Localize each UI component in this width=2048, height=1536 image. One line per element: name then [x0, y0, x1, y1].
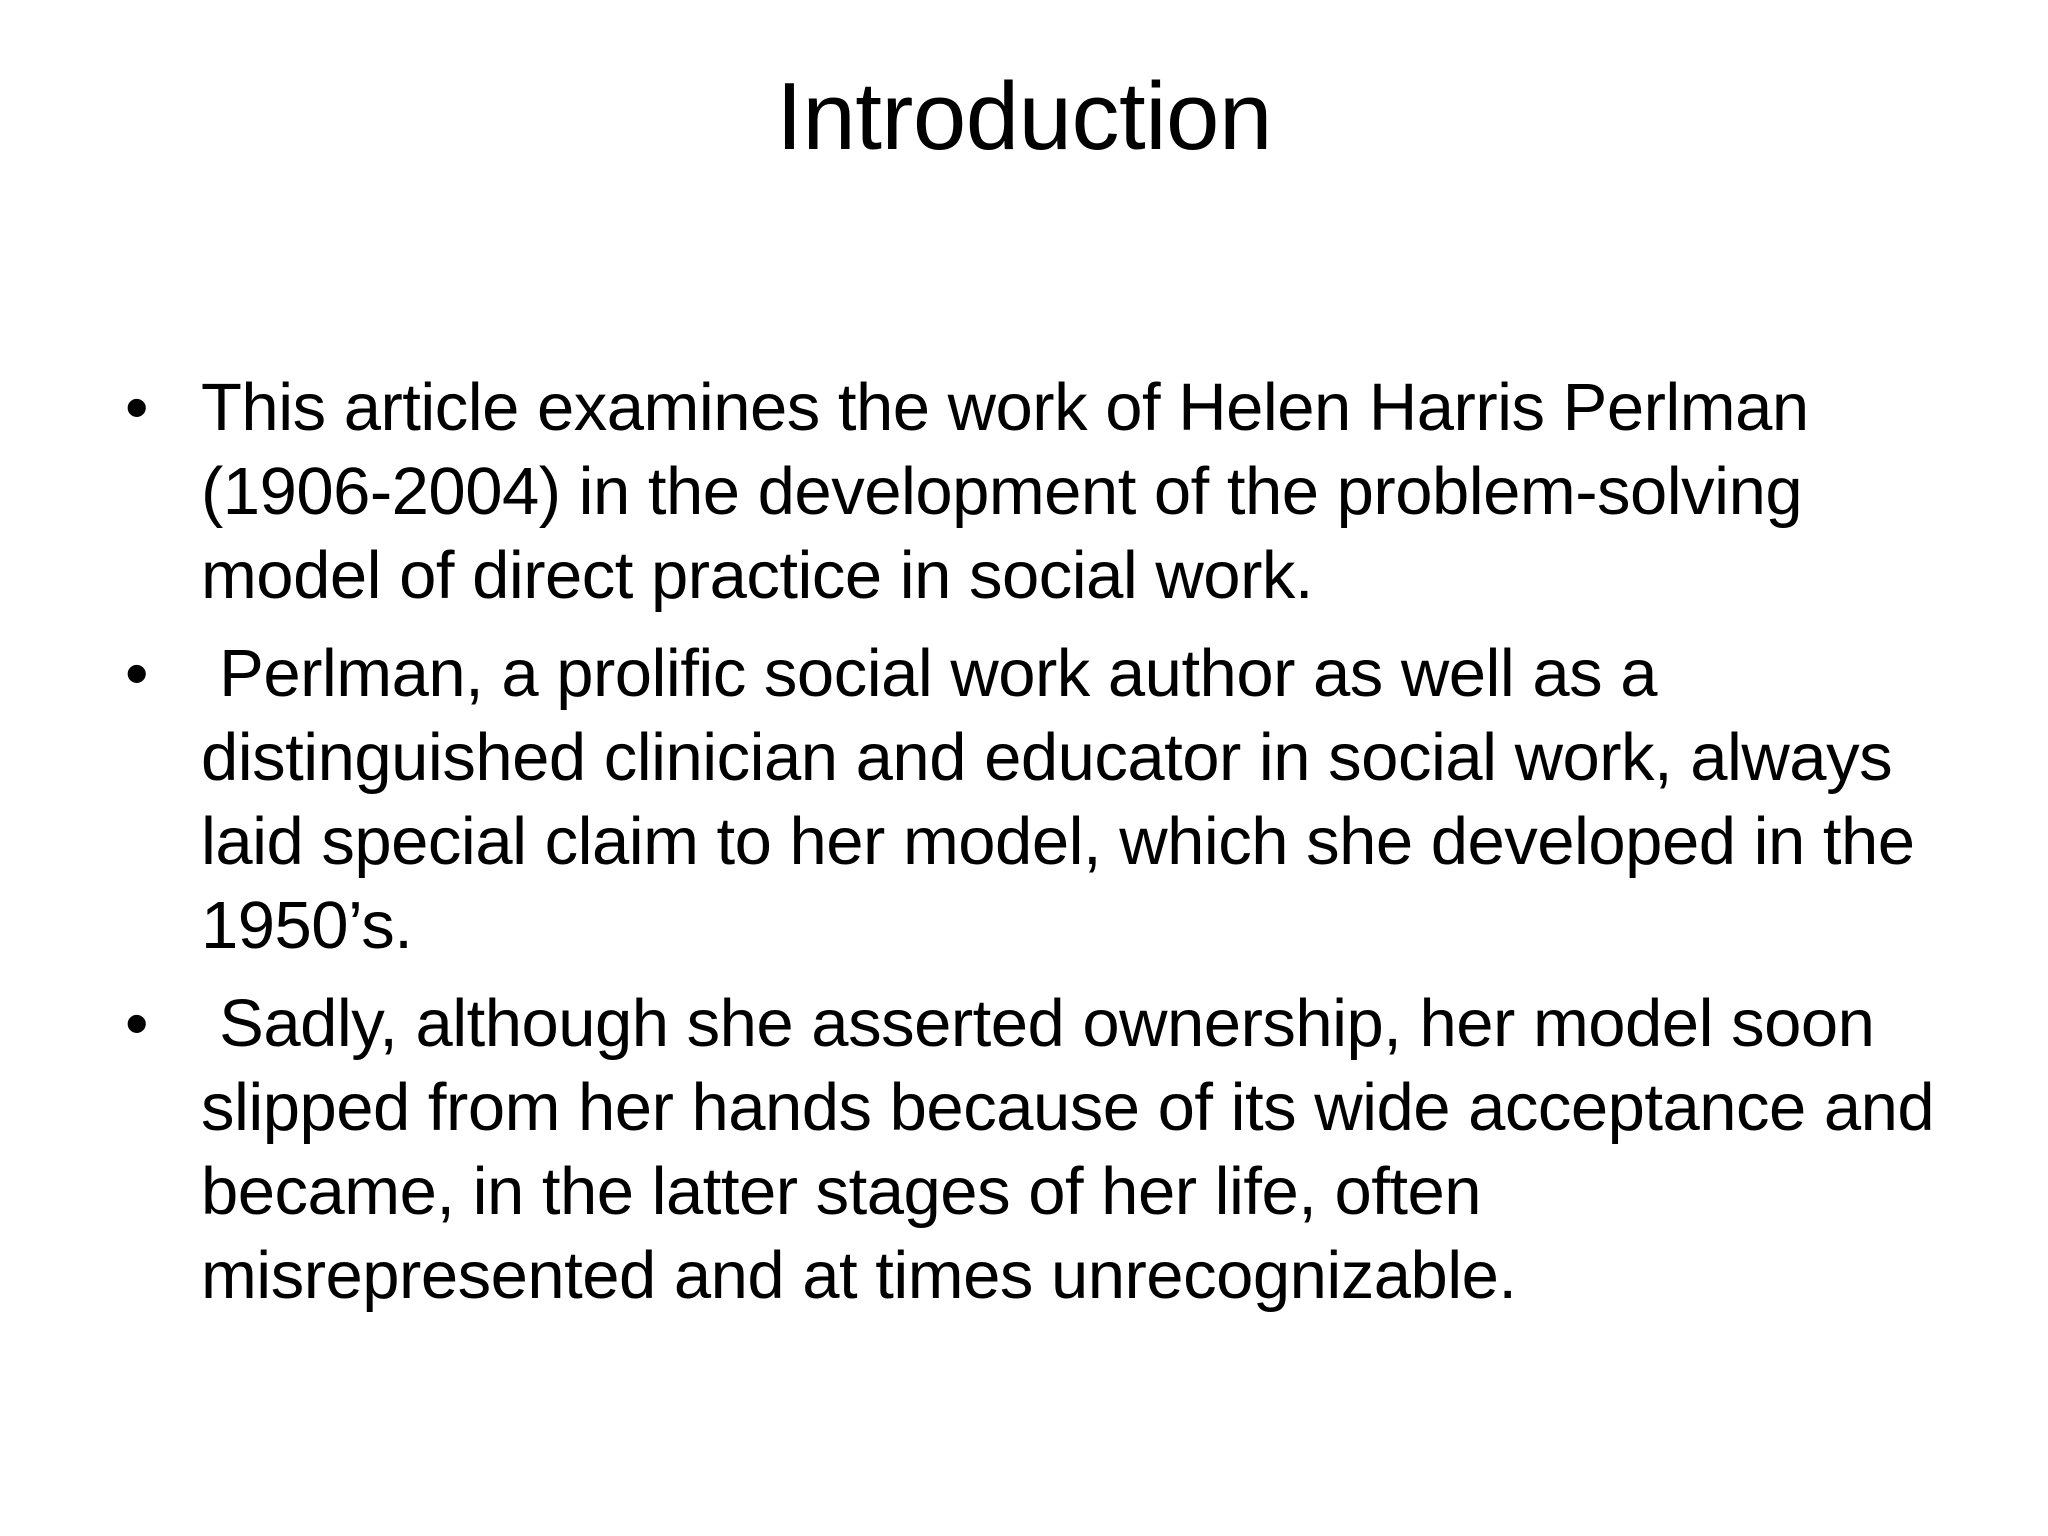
bullet-text: Perlman, a prolific social work author as well as a distinguished clinician and educator in social work, always laid special claim to her model, which she developed in the 1950’s.	[201, 636, 1933, 963]
bullet-item	[125, 632, 1945, 968]
bullet-icon: •	[125, 986, 148, 1061]
bullet-text: This article examines the work of Helen Harris Perlman (1906-2004) in the development of the problem-solving model of direct practice in social work.	[201, 370, 1827, 613]
bullet-item	[125, 366, 1945, 618]
slide-title: Introduction	[776, 63, 1272, 170]
bullet-list	[125, 366, 1953, 1332]
bullet-item	[125, 982, 1953, 1318]
bullet-icon: •	[125, 370, 148, 445]
bullet-text: Sadly, although she asserted ownership, her model soon slipped from her hands because of its wide acceptance and became, in the latter stages of her life, often misrepresented and at times unrecognizable.	[201, 986, 1953, 1313]
bullet-icon: •	[125, 636, 148, 711]
